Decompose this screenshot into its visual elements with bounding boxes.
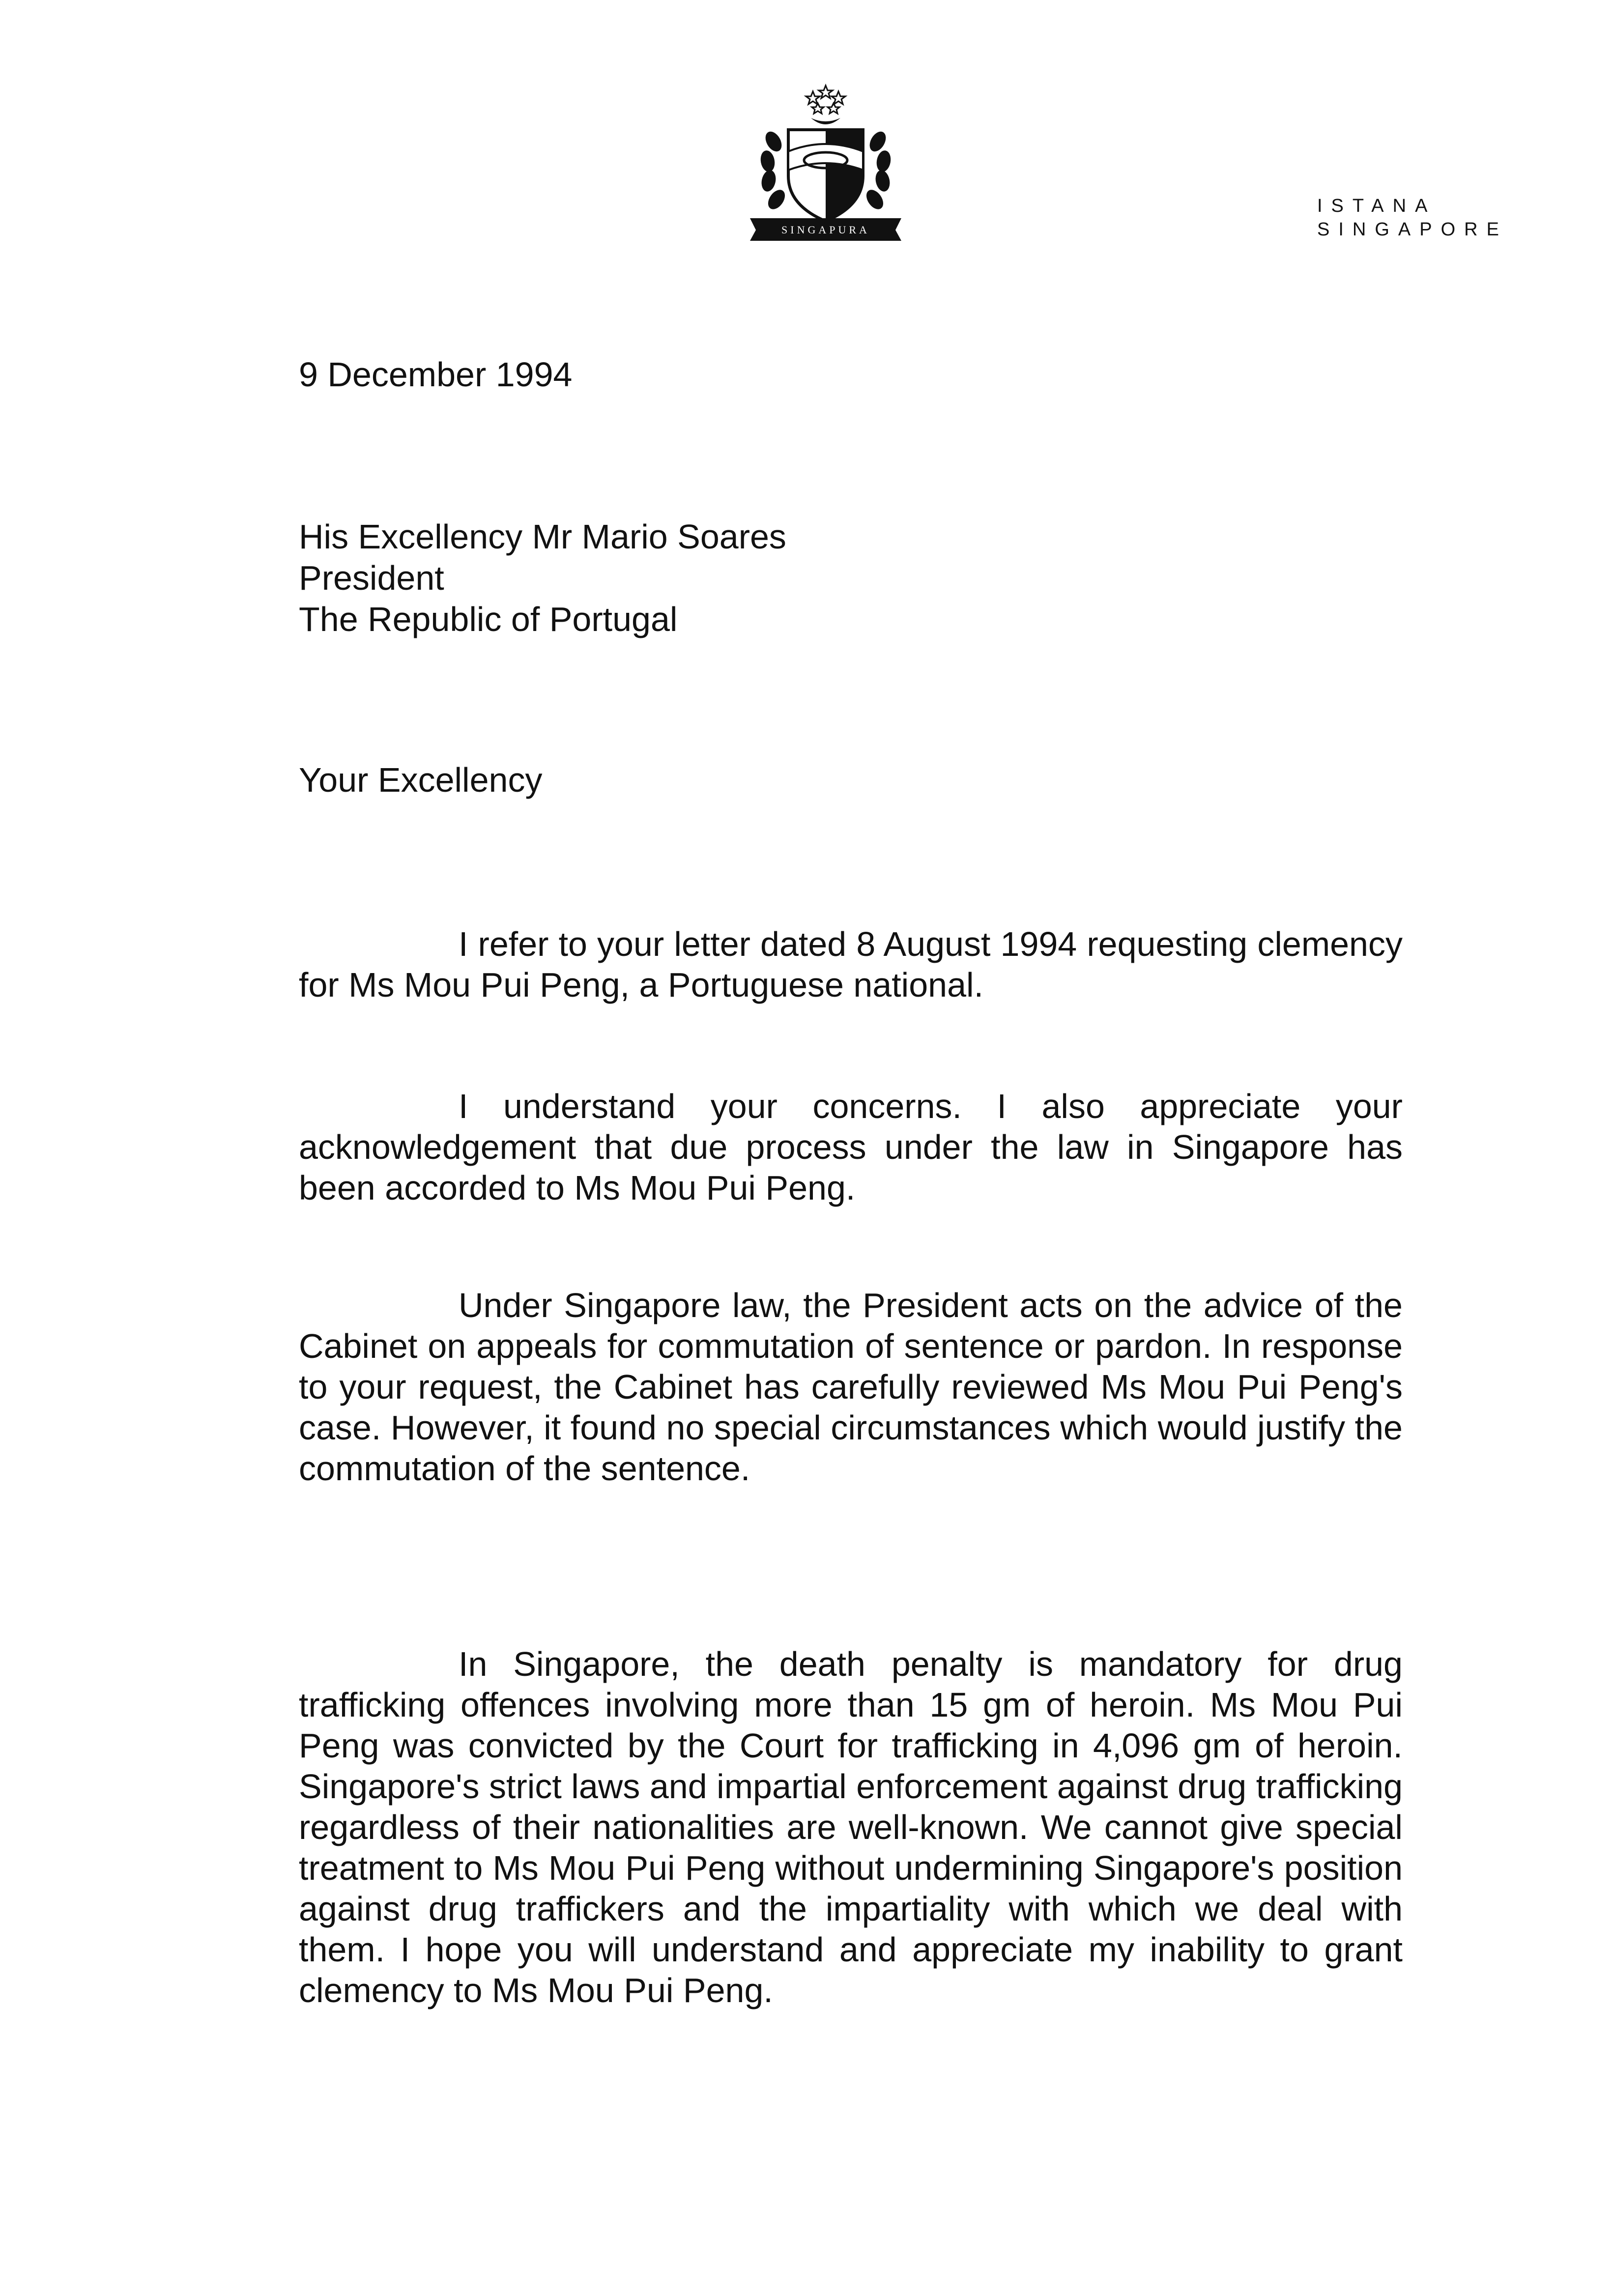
letterhead-line-istana: ISTANA: [1317, 196, 1437, 216]
recipient-country: The Republic of Portugal: [299, 600, 678, 638]
body-paragraph: In Singapore, the death penalty is mandatory for drug trafficking offences involving more than 15 gm of heroin. Ms Mou Pui Peng was convicted by the Court for trafficking in 4,096 gm of heroin. Singapore's strict laws and impartial enforcement against drug trafficking regardless of their nationalities are well-known. We cannot give special treatment to Ms Mou Pui Peng without undermining Singapore's position against drug traffickers and the impartiality with which we deal with them. I hope you will understand and appreciate my inability to grant clemency to Ms Mou Pui Peng.: [299, 1645, 1403, 2009]
recipient-address: [299, 516, 786, 640]
letterhead-line-singapore: SINGAPORE: [1317, 219, 1508, 240]
recipient-title: President: [299, 559, 444, 597]
body-paragraph: I refer to your letter dated 8 August 1994 requesting clemency for Ms Mou Pui Peng, a Portuguese national.: [299, 925, 1403, 1004]
svg-text:SINGAPURA: SINGAPURA: [781, 224, 870, 236]
body-paragraph: Under Singapore law, the President acts on the advice of the Cabinet on appeals for commutation of sentence or pardon. In response to your request, the Cabinet has carefully reviewed Ms Mou Pui Peng's case. However, it found no special circumstances which would justify the commutation of the sentence.: [299, 1286, 1403, 1488]
coat-of-arms-icon: [746, 83, 905, 242]
body-paragraph: I understand your concerns. I also appreciate your acknowledgement that due process under the law in Singapore has been accorded to Ms Mou Pui Peng.: [299, 1087, 1403, 1207]
letter-date: 9 December 1994: [299, 355, 573, 394]
letterhead: [1317, 194, 1508, 241]
recipient-name: His Excellency Mr Mario Soares: [299, 517, 786, 556]
salutation: Your Excellency: [299, 761, 543, 799]
